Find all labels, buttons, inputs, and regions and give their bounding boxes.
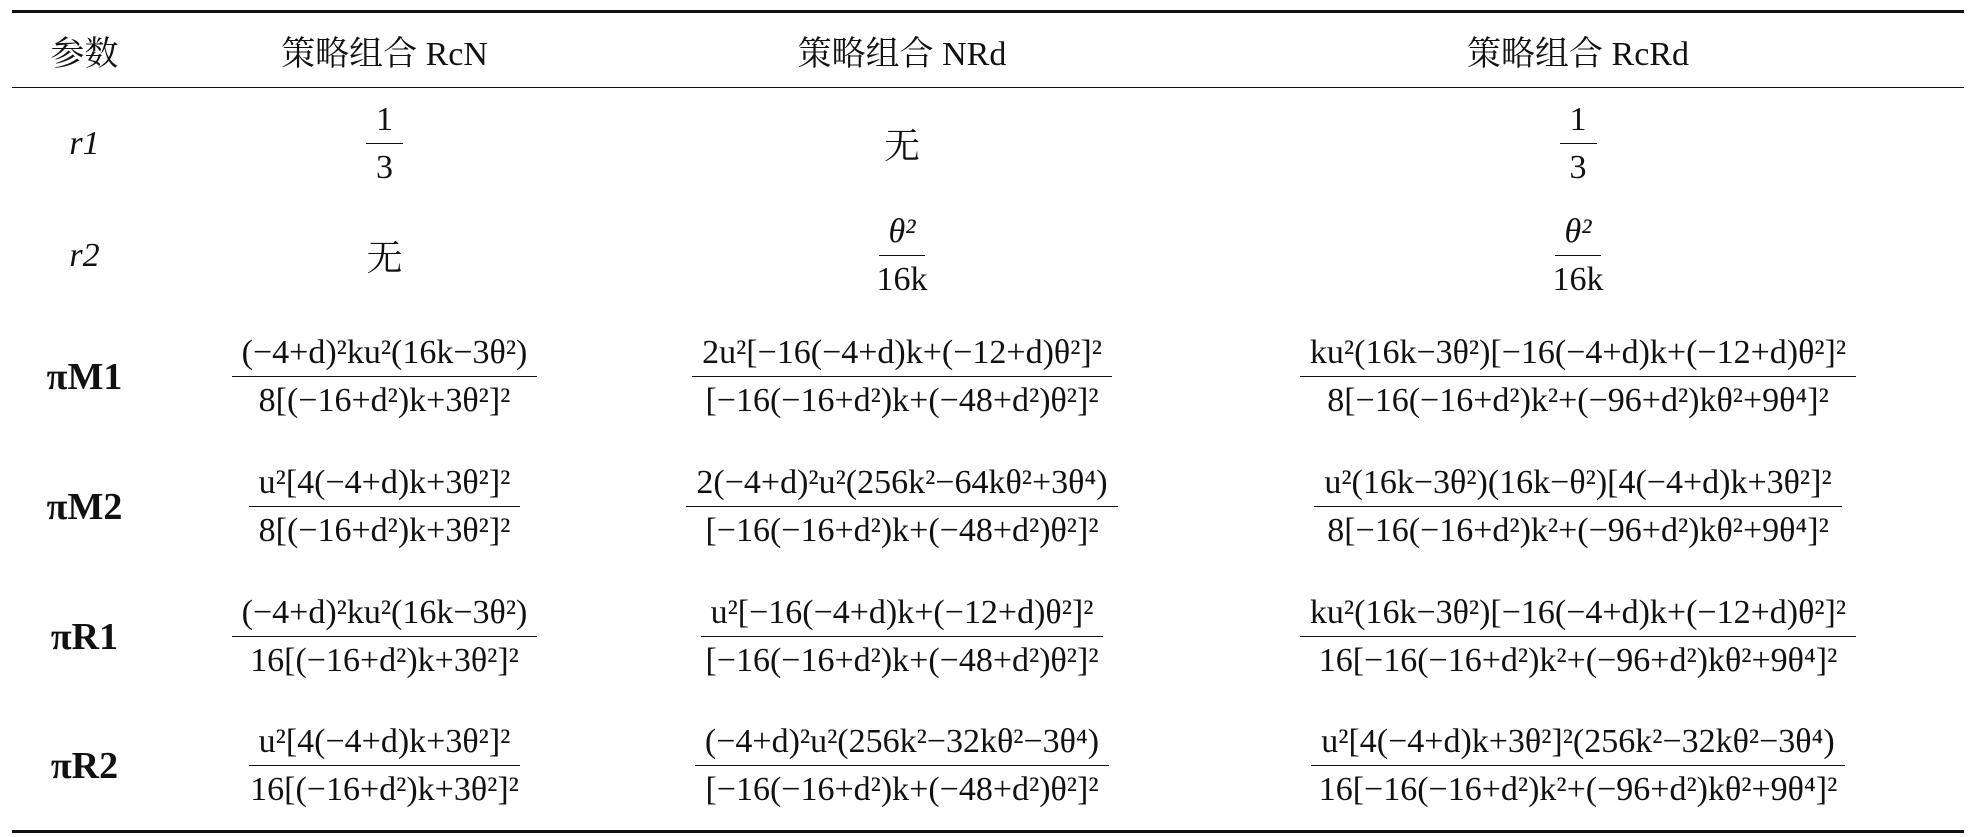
header-col1: 策略组合 RcN (157, 12, 612, 88)
denominator: 16[−16(−16+d²)k²+(−96+d²)kθ²+9θ⁴]² (1318, 770, 1838, 808)
denominator: 8[−16(−16+d²)k²+(−96+d²)kθ²+9θ⁴]² (1327, 511, 1829, 549)
param-label: r2 (69, 236, 100, 274)
formula-cell (867, 213, 938, 299)
param-label: πM1 (46, 355, 123, 398)
denominator: 16[(−16+d²)k+3θ²]² (250, 770, 519, 808)
numerator: (−4+d)²ku²(16k−3θ²) (232, 334, 538, 377)
numerator: u²[−16(−4+d)k+(−12+d)θ²]² (701, 594, 1104, 637)
denominator: [−16(−16+d²)k+(−48+d²)θ²]² (705, 641, 1099, 679)
denominator: 8[−16(−16+d²)k²+(−96+d²)kθ²+9θ⁴]² (1327, 381, 1829, 419)
header-row (12, 12, 1964, 88)
table-row (12, 702, 1964, 832)
table-row (12, 312, 1964, 442)
denominator: [−16(−16+d²)k+(−48+d²)θ²]² (705, 511, 1099, 549)
formula-cell (232, 594, 538, 680)
results-table (12, 10, 1964, 833)
formula-cell (240, 723, 529, 809)
denominator: 16[(−16+d²)k+3θ²]² (250, 641, 519, 679)
formula-cell (249, 464, 521, 550)
formula-cell (232, 334, 538, 420)
denominator: 16[−16(−16+d²)k²+(−96+d²)kθ²+9θ⁴]² (1318, 641, 1838, 679)
denominator: 3 (376, 148, 393, 186)
none-value: 无 (366, 238, 403, 278)
numerator: (−4+d)²u²(256k²−32kθ²−3θ⁴) (695, 723, 1109, 766)
denominator: 16k (1552, 260, 1604, 298)
denominator: 8[(−16+d²)k+3θ²]² (258, 511, 511, 549)
numerator: u²[4(−4+d)k+3θ²]²(256k²−32kθ²−3θ⁴) (1311, 723, 1845, 766)
formula-cell (366, 101, 403, 187)
denominator: 3 (1569, 148, 1587, 186)
formula-cell (695, 594, 1108, 680)
formula-cell (1560, 101, 1597, 187)
numerator: 1 (366, 101, 403, 144)
numerator: ku²(16k−3θ²)[−16(−4+d)k+(−12+d)θ²]² (1300, 334, 1856, 377)
numerator: u²(16k−3θ²)(16k−θ²)[4(−4+d)k+3θ²]² (1314, 464, 1841, 507)
formula-cell (692, 334, 1112, 420)
header-col3: 策略组合 RcRd (1192, 12, 1964, 88)
param-label: πM2 (46, 485, 123, 528)
formula-cell (1300, 334, 1856, 420)
numerator: 2u²[−16(−4+d)k+(−12+d)θ²]² (692, 334, 1112, 377)
formula-cell (686, 464, 1117, 550)
header-param: 参数 (12, 12, 157, 88)
table-row (12, 88, 1964, 200)
formula-cell (1309, 723, 1848, 809)
denominator: [−16(−16+d²)k+(−48+d²)θ²]² (705, 770, 1099, 808)
numerator: 1 (1560, 101, 1597, 144)
numerator: (−4+d)²ku²(16k−3θ²) (232, 594, 538, 637)
param-label: πR1 (50, 615, 119, 658)
header-col2: 策略组合 NRd (612, 12, 1192, 88)
numerator: θ² (879, 213, 926, 256)
formula-cell (1314, 464, 1841, 550)
formula-cell (1543, 213, 1614, 299)
numerator: θ² (1555, 213, 1602, 256)
denominator: 16k (876, 260, 928, 298)
numerator: u²[4(−4+d)k+3θ²]² (249, 464, 521, 507)
denominator: [−16(−16+d²)k+(−48+d²)θ²]² (705, 381, 1099, 419)
table-row (12, 572, 1964, 702)
none-value: 无 (883, 126, 920, 167)
numerator: 2(−4+d)²u²(256k²−64kθ²+3θ⁴) (686, 464, 1117, 507)
formula-cell (1300, 594, 1856, 680)
param-label: r1 (69, 124, 100, 162)
table-row (12, 442, 1964, 572)
numerator: ku²(16k−3θ²)[−16(−4+d)k+(−12+d)θ²]² (1300, 594, 1856, 637)
param-label: πR2 (50, 744, 119, 787)
table-row (12, 200, 1964, 312)
formula-cell (695, 723, 1109, 809)
denominator: 8[(−16+d²)k+3θ²]² (258, 381, 511, 419)
numerator: u²[4(−4+d)k+3θ²]² (249, 723, 521, 766)
